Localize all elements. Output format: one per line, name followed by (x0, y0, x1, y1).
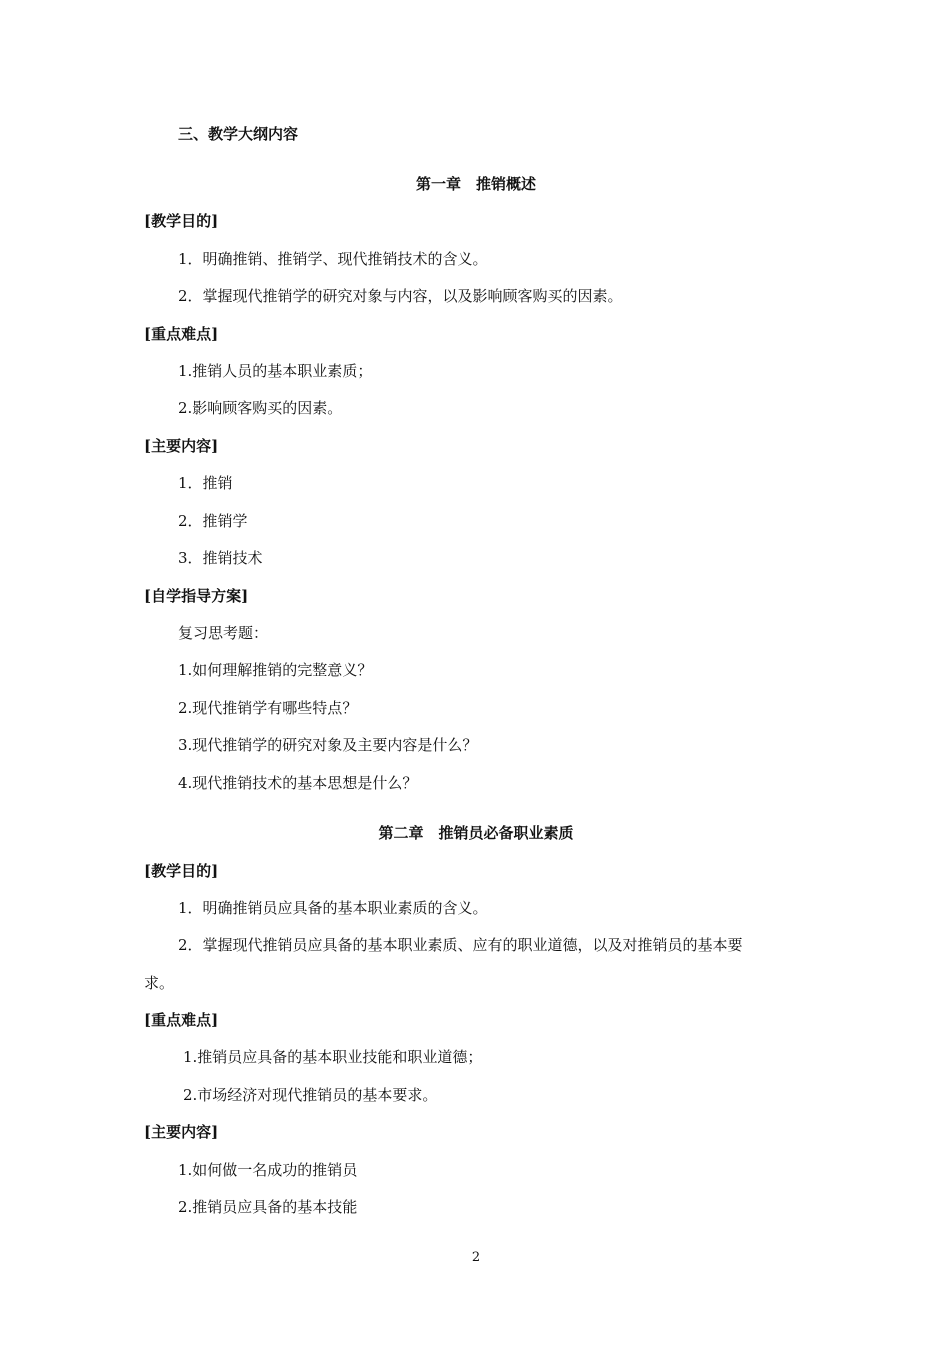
ch1-objectives-heading: [教学目的] (144, 212, 219, 230)
ch1-keypoint-item: 1.推销人员的基本职业素质； (178, 362, 373, 380)
ch2-keypoints-heading: [重点难点] (144, 1011, 219, 1029)
ch1-selfstudy-heading: [自学指导方案] (144, 587, 249, 605)
ch1-keypoints-heading: [重点难点] (144, 325, 219, 343)
ch2-objective-item: 1．明确推销员应具备的基本职业素质的含义。 (178, 899, 488, 917)
ch1-selfstudy-item: 2.现代推销学有哪些特点？ (178, 699, 358, 717)
ch1-content-item: 2．推销学 (178, 512, 248, 530)
ch1-objective-item: 2．掌握现代推销学的研究对象与内容，以及影响顾客购买的因素。 (178, 287, 623, 305)
chapter-2-title: 第二章 推销员必备职业素质 (378, 824, 574, 842)
ch2-content-heading: [主要内容] (144, 1123, 219, 1141)
ch1-selfstudy-item: 3.现代推销学的研究对象及主要内容是什么？ (178, 736, 478, 754)
ch2-keypoint-item: 1.推销员应具备的基本职业技能和职业道德； (183, 1048, 483, 1066)
ch1-content-item: 3．推销技术 (178, 549, 263, 567)
ch1-selfstudy-item: 4.现代推销技术的基本思想是什么？ (178, 774, 418, 792)
ch1-selfstudy-intro: 复习思考题： (178, 624, 269, 642)
ch1-content-item: 1．推销 (178, 474, 233, 492)
ch1-keypoint-item: 2.影响顾客购买的因素。 (178, 399, 343, 417)
ch1-objective-item: 1．明确推销、推销学、现代推销技术的含义。 (178, 250, 488, 268)
ch1-selfstudy-item: 1.如何理解推销的完整意义？ (178, 661, 373, 679)
section-heading: 三、教学大纲内容 (178, 125, 299, 143)
ch2-content-item: 2.推销员应具备的基本技能 (178, 1198, 358, 1216)
ch2-objectives-heading: [教学目的] (144, 862, 219, 880)
ch2-objective-item-continuation: 求。 (144, 974, 175, 992)
ch2-keypoint-item: 2.市场经济对现代推销员的基本要求。 (183, 1086, 438, 1104)
page-number: 2 (471, 1250, 481, 1265)
chapter-1-title: 第一章 推销概述 (415, 175, 536, 193)
ch1-content-heading: [主要内容] (144, 437, 219, 455)
ch2-objective-item: 2．掌握现代推销员应具备的基本职业素质、应有的职业道德，以及对推销员的基本要 (178, 936, 743, 954)
ch2-content-item: 1.如何做一名成功的推销员 (178, 1161, 358, 1179)
